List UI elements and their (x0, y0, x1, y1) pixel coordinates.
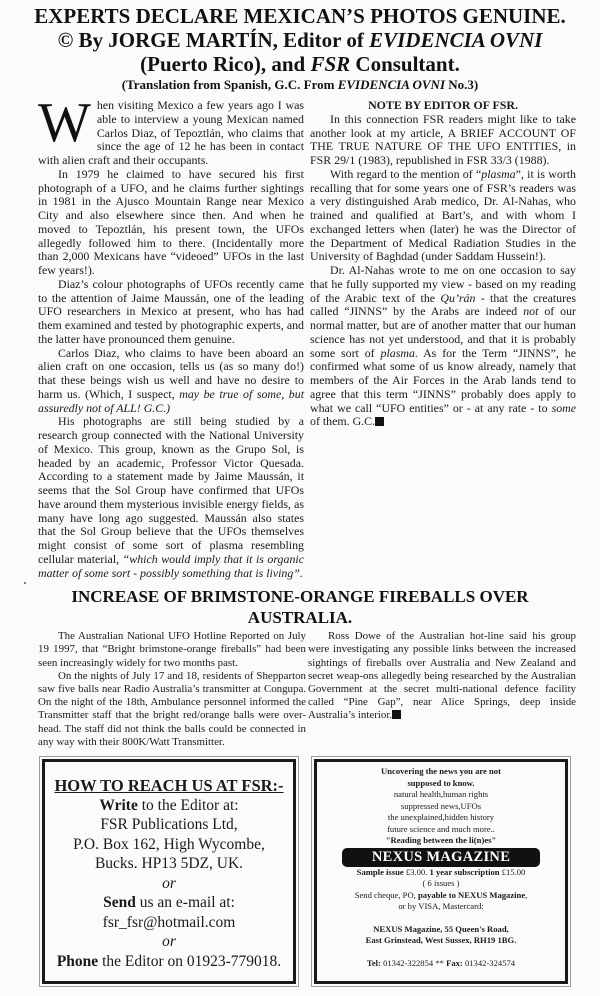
sample-price: £3.00. (403, 866, 430, 877)
byline-text: © By JORGE MARTÍN, Editor of (57, 28, 370, 52)
fax-number: 01342-324574 (462, 957, 516, 968)
contact-title: HOW TO REACH US AT FSR:- (54, 776, 284, 796)
subscription-label: 1 year subscription (429, 866, 500, 877)
emphasis: not (523, 304, 539, 319)
spacer (321, 913, 561, 924)
payable-to: payable to NEXUS Magazine (417, 889, 526, 900)
byline-fsr: FSR (310, 52, 351, 76)
nexus-pricing (321, 867, 561, 879)
nexus-tagline: supposed to know. (407, 777, 475, 788)
editor-note-title: NOTE BY EDITOR OF FSR. (368, 98, 518, 112)
or-separator: or (162, 933, 176, 951)
tel-number: 01342-322854 ** (380, 957, 447, 968)
scan-speck (24, 582, 26, 584)
article-byline (24, 28, 576, 52)
nexus-slogan: "Reading between the li(n)es" (385, 835, 497, 846)
paragraph-text: of our normal matter, but are of another matter that our human science has not yet understood, and that it is probably some sort of (310, 304, 577, 360)
article-byline-continued (24, 52, 576, 76)
article-2-right-column (308, 630, 576, 722)
paragraph: In this connection FSR readers might like to take another look at my article, A BRIEF ACCOUNT OF THE TRUE NATURE OF THE UFO ENTITIES, in FSR 29/1 (1983), republished in FSR 33/3 (1988). (310, 111, 576, 167)
editor-aside: may be true of some, but assuredly not of ALL! G.C.) (38, 386, 304, 415)
subtitle-text: (Translation from Spanish, G.C. From (121, 77, 338, 92)
contact-content (45, 762, 293, 981)
emphasis: Qu’rán (440, 290, 476, 305)
contact-box (42, 759, 296, 984)
send-text: us an e-mail at: (135, 894, 235, 912)
paragraph: On the nights of July 17 and 18, residents of Shepparton saw five balls near Radio Australia’s transmitter at Congupa. On the night of the 18th, Ambulance personnel informed the Transmitter staff that the bright red/orange balls were over-head. The staff did not think the balls could be connected in any way with their 800K/Watt Transmitter. (38, 669, 306, 748)
nexus-topic: the unexplained,hidden history (387, 812, 495, 823)
write-label: Write (99, 796, 138, 814)
address-line: Bucks. HP13 5DZ, UK. (94, 855, 244, 873)
drop-cap: W (38, 92, 91, 154)
paragraph-text: - that the creatures called “JINNS” by the Arabs are indeed (310, 290, 576, 319)
nexus-topic: natural health,human rights (393, 789, 489, 800)
nexus-banner: NEXUS MAGAZINE (342, 848, 540, 867)
nexus-topic: future science and much more.. (387, 823, 495, 834)
nexus-address: East Grinstead, West Sussex, RH19 1BG. (365, 935, 517, 946)
end-mark-icon (375, 417, 384, 426)
subtitle-publication: EVIDENCIA OVNI (337, 77, 446, 92)
article-right-column (310, 99, 576, 429)
tel-label: Tel: (366, 957, 381, 968)
paragraph-text: Ross Dowe of the Australian hot-line said his group were investigating any possible links between the increased sightings of fireballs over Australia and New Zealand and secret weap-ons allegedly being researched by the Australian Government at the secret multi-national defence facility called “Pine Gap”, near Alice Springs, deep inside Australia’s interior. (308, 630, 576, 722)
nexus-topic: suppressed news,UFOs (400, 800, 482, 811)
paragraph (38, 415, 304, 580)
write-text: to the Editor at: (137, 796, 239, 814)
box-row (24, 759, 576, 984)
or-separator: or (162, 874, 176, 892)
paragraph-text: Carlos Diaz, who claims to have been aboard an alien craft on one occasion, tells us (as so many do!) that these beings wish us well and have no desire to harm us. (Which, I suspect, (38, 345, 304, 401)
byline-publication: EVIDENCIA OVNI (369, 28, 543, 52)
address-line: FSR Publications Ltd, (100, 816, 238, 834)
byline-text-3: Consultant. (350, 52, 460, 76)
paragraph (308, 630, 576, 722)
fax-label: Fax: (446, 957, 463, 968)
send-label: Send (103, 894, 136, 912)
paragraph: The Australian National UFO Hotline Reported on July 19 1997, that “Bright brimstone-orange fireballs” had been seen increasingly widely for two months past. (38, 630, 306, 669)
paragraph (38, 347, 304, 416)
emphasis: some (551, 400, 576, 415)
article-left-column (38, 92, 304, 580)
paragraph-text: . As for the Term “JINNS”, he confirmed what some of us know already, namely that members of the Air Forces in the Arab lands tend to agree that this term “JINNS” probably does apply to what we call “UFO entities” or - at any rate - to (310, 345, 576, 415)
paragraph-text: With regard to the mention of “ (330, 166, 482, 181)
article-2-title: INCREASE OF BRIMSTONE-ORANGE FIREBALLS OVER AUSTRALIA. (71, 587, 529, 628)
send-line (49, 893, 289, 913)
spacer (321, 947, 561, 958)
nexus-issues: ( 6 issues ) (422, 878, 460, 889)
nexus-tagline: Uncovering the news you are not (381, 766, 501, 777)
nexus-cards: or by VISA, Mastercard: (398, 901, 484, 912)
nexus-contact (321, 958, 561, 970)
end-mark-icon (392, 710, 401, 719)
article-2-body (24, 630, 576, 749)
payment-comma: , (525, 889, 528, 900)
sample-label: Sample issue (356, 866, 404, 877)
nexus-advert (314, 759, 568, 984)
payment-text: Send cheque, PO, (354, 889, 418, 900)
article-1-body (24, 92, 577, 580)
email-address[interactable]: fsr_fsr@hotmail.com (102, 913, 236, 931)
nexus-content (317, 762, 565, 977)
phone-text: the Editor on 01923-779018. (98, 952, 282, 970)
paragraph (38, 92, 304, 168)
subscription-price: £15.00 (499, 866, 526, 877)
byline-text-2: (Puerto Rico), and (140, 52, 311, 76)
emphasis: plasma (481, 166, 516, 181)
subtitle-issue: No.3) (445, 77, 479, 92)
paragraph-text: hen visiting Mexico a few years ago I was able to interview a young Mexican named Carlos Diaz, of Tepoztlán, who claims that since the age of 12 he has been in contact with alien craft and their occupants. (38, 98, 304, 167)
paragraph: In 1979 he claimed to have secured his first photograph of a UFO, and he claims further sightings in 1981 in the Ajusco Mountain Range near Mexico City and also elsewhere since then. And when he moved to Tepoztlán, his present town, the UFOs allegedly followed him to there. (Incidentally more than 2,000 Mexicans have “videoed” UFOs in the last few years!). (38, 166, 304, 277)
paragraph (310, 264, 576, 429)
address-line: P.O. Box 162, High Wycombe, (73, 835, 265, 853)
paragraph-text: Dr. Al-Nahas wrote to me on one occasion to say that he fully supported my view - based on my reading of the Arabic text of the (310, 263, 576, 305)
write-line (49, 796, 289, 816)
paragraph (310, 168, 576, 264)
phone-line (49, 952, 289, 972)
nexus-address: NEXUS Magazine, 55 Queen's Road, (373, 923, 509, 934)
emphasis: plasma (380, 345, 415, 360)
paragraph-text: ”, it is worth recalling that for some years one of FSR’s readers was a very distinguished Arab medico, Dr. Al-Nahas, who trained and qualified at Bart’s, and with whom I exchanged letters when (later) he was the Director of the Department of Medical Radiation Studies in the University of Baghdad (under Saddam Hussein!). (310, 166, 576, 264)
paragraph: Diaz’s colour photographs of UFOs recently came to the attention of Jaime Maussán, one of the leading UFO researchers in Mexico at present, who has had them examined and tested by photographic experts, and the latter have pronounced them genuine. (38, 276, 304, 346)
paragraph-text: of them. G.C. (310, 414, 376, 429)
article-2-left-column (38, 630, 306, 749)
article-subtitle (24, 76, 576, 93)
nexus-payment (321, 890, 561, 902)
phone-label: Phone (56, 952, 99, 970)
article-title: EXPERTS DECLARE MEXICAN’S PHOTOS GENUINE. (34, 4, 566, 28)
paragraph-text: His photographs are still being studied by a research group connected with the National University of Mexico. This group, known as the Grupo Sol, is headed by an academic, Professor Victor Quesada. According to a statement made by Jaime Maussán, it seems that the Sol Group have confirmed that UFOs have around them mysterious invisible energy fields, as many have long ago suggested. Maussán also states that the Sol Group believe that the UFOs themselves might consist of some sort of plasma resembling cellular material, (38, 414, 304, 566)
quote: “which would imply that it is organic matter of some sort - possibly something that is living”. (38, 551, 304, 580)
